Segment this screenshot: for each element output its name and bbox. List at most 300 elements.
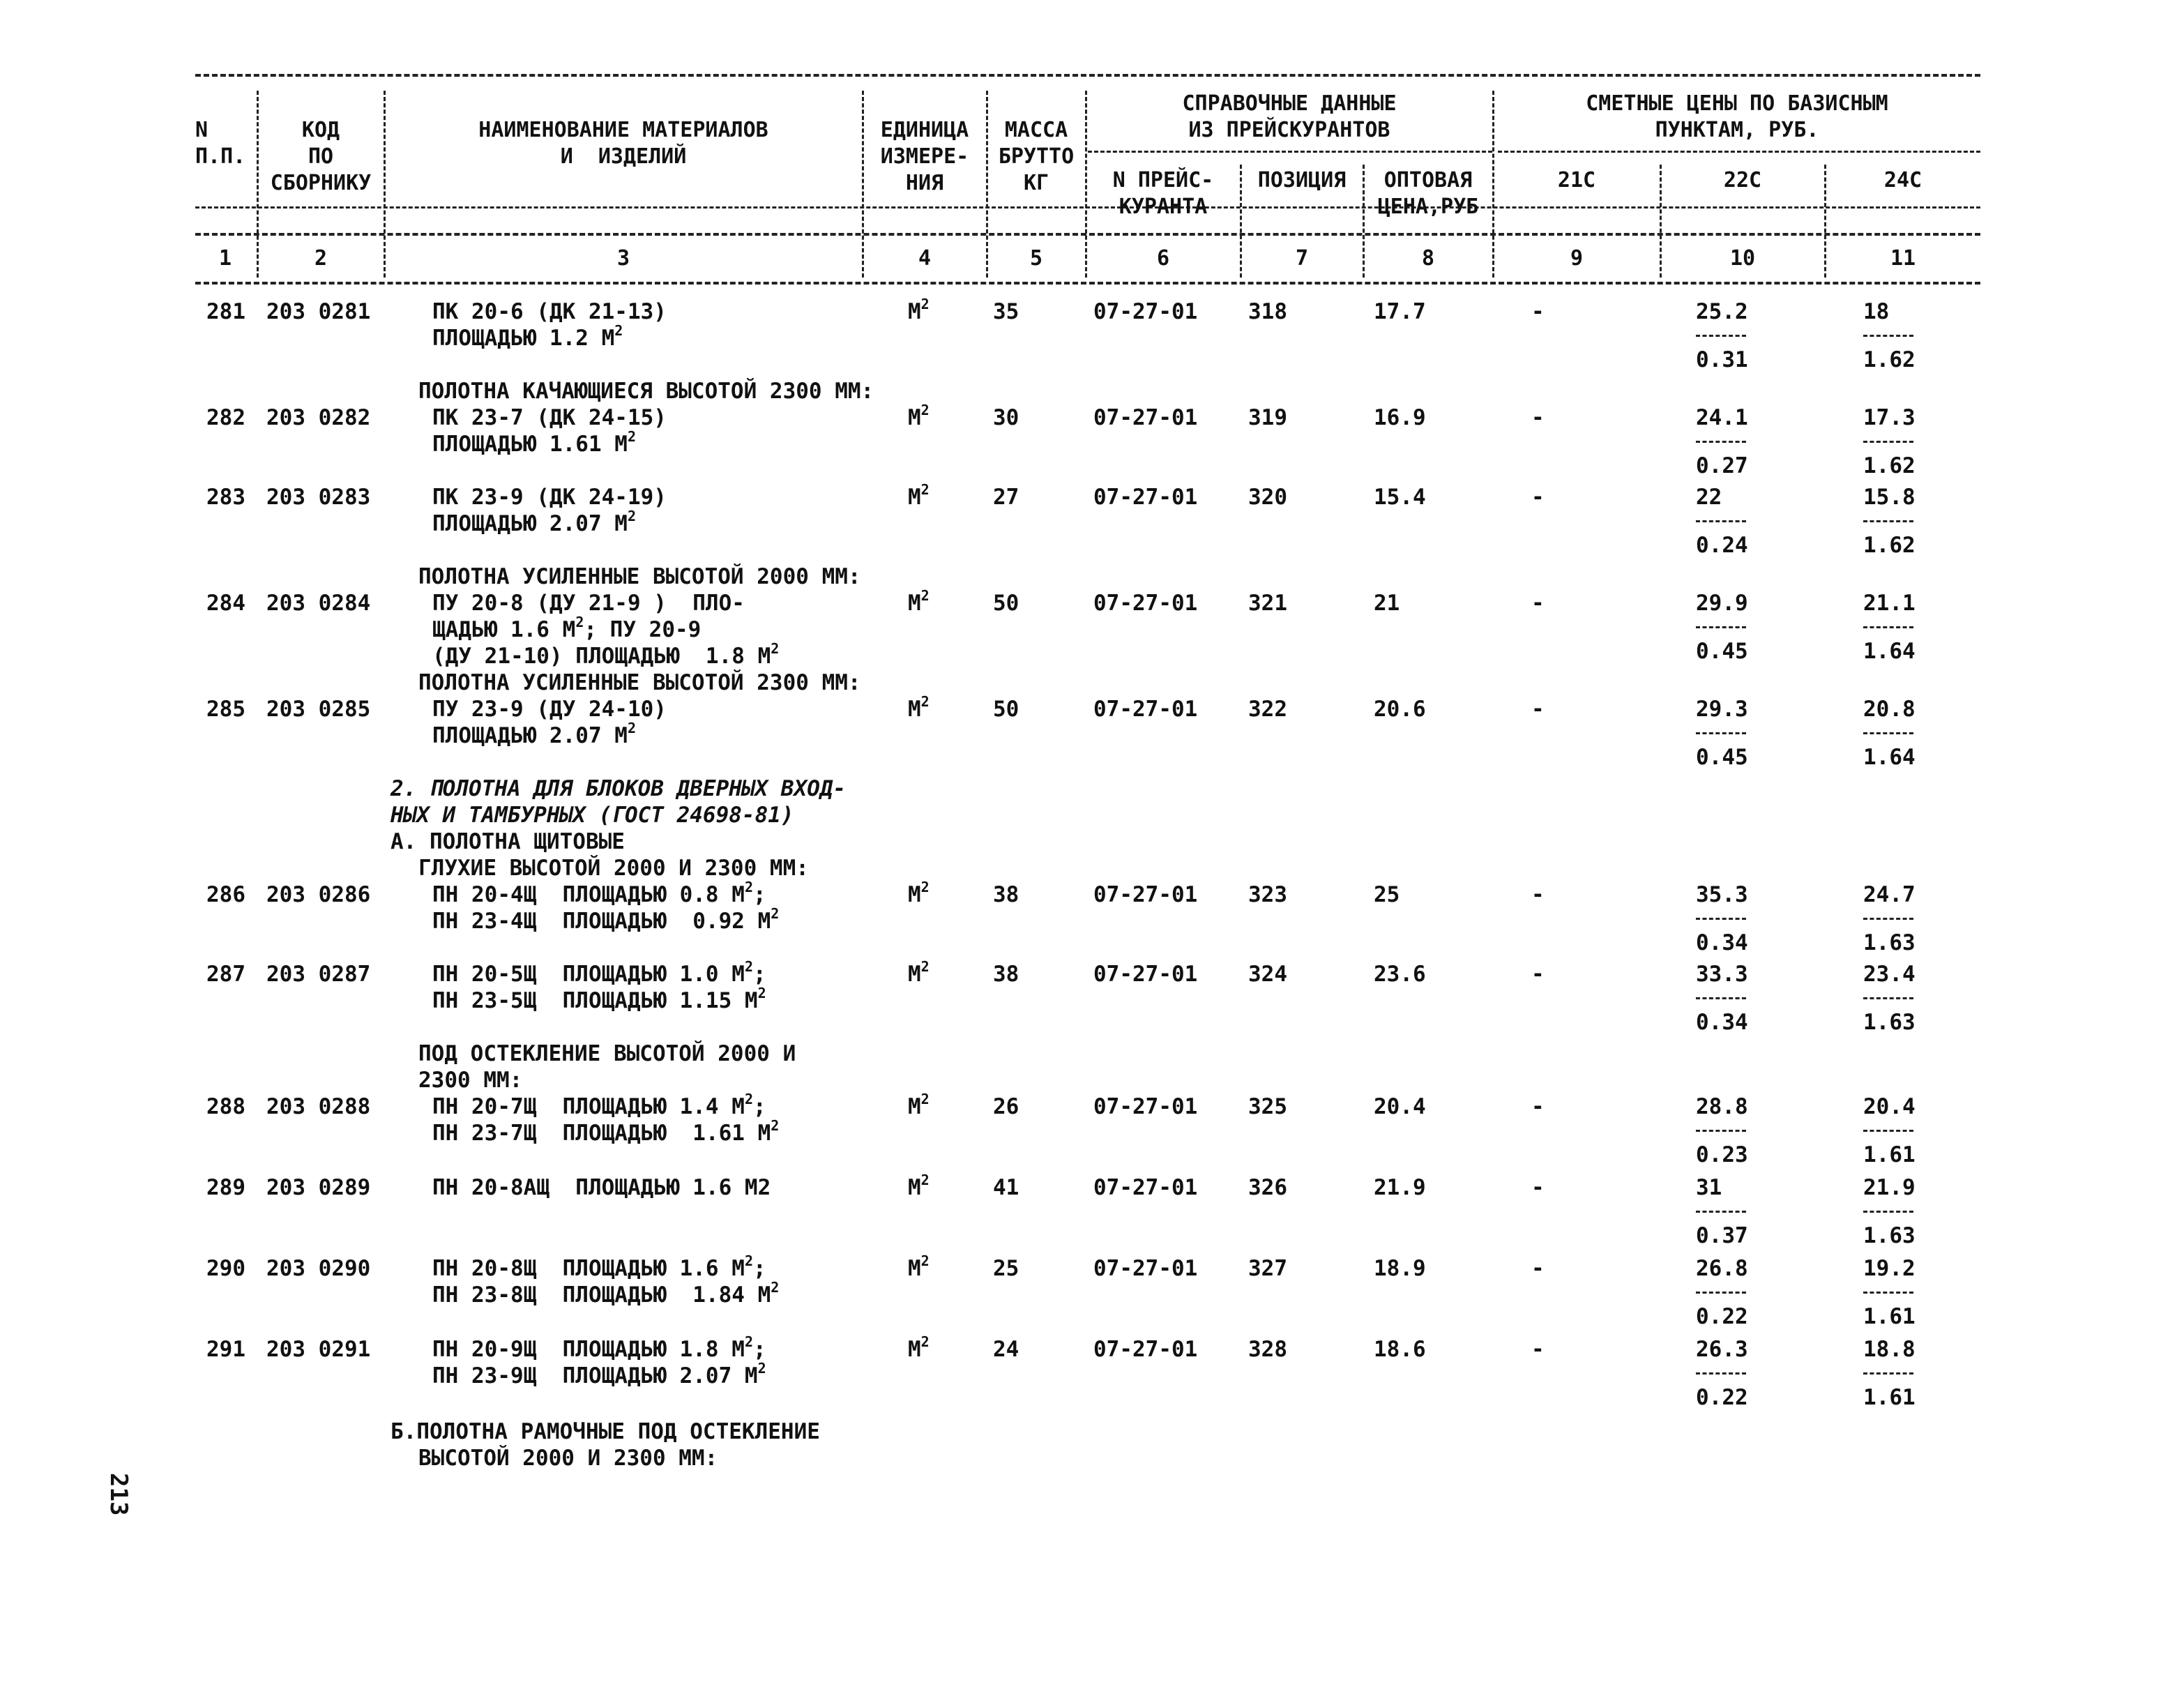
row-mass: 25: [993, 1256, 1019, 1281]
header-group-ref: СПРАВОЧНЫЕ ДАННЫЕ ИЗ ПРЕЙСКУРАНТОВ: [1182, 91, 1397, 142]
colnum-5: 5: [1029, 246, 1043, 271]
row-name-text: ПН 20-8АЩ ПЛОЩАДЬЮ 1.6 М2: [432, 1175, 771, 1200]
row-price-24c-transport: 1.61: [1863, 1142, 1916, 1167]
fraction-bar: [1863, 626, 1913, 628]
row-price-22c-transport: 0.34: [1696, 1010, 1748, 1035]
row-price-22c-value: 28.8: [1696, 1094, 1748, 1119]
row-name-text: ПН 23-4Щ ПЛОЩАДЬЮ 0.92 М: [432, 909, 771, 934]
row-price-24c-transport: 1.61: [1863, 1385, 1916, 1410]
row-price-21c: -: [1531, 485, 1545, 510]
fraction-bar: [1696, 1372, 1746, 1375]
row-price-22c-value: 25.2: [1696, 299, 1748, 324]
fraction-bar: [1696, 626, 1746, 628]
row-name-text: ;: [752, 1256, 766, 1281]
row-name-text: ПК 23-7 (ДК 24-15): [432, 405, 667, 430]
row-price-24c-transport: 1.63: [1863, 1010, 1916, 1035]
fraction-bar: [1696, 1211, 1746, 1213]
row-pricelist: 07-27-01: [1093, 299, 1198, 324]
unit-exponent: 2: [920, 1172, 930, 1188]
row-price-24c: [1863, 961, 1940, 1036]
row-price-24c: [1863, 696, 1940, 771]
row-price-22c-transport: 0.22: [1696, 1304, 1748, 1329]
row-position: 323: [1248, 882, 1287, 907]
row-code: 203 0286: [266, 882, 371, 907]
colnum-2: 2: [314, 246, 328, 271]
unit-exponent: 2: [920, 1091, 930, 1107]
row-price-24c-transport: 1.63: [1863, 1223, 1916, 1248]
row-unit: [908, 958, 930, 987]
row-position: 325: [1248, 1094, 1287, 1119]
colnum-11: 11: [1890, 246, 1916, 271]
row-price-24c-value: 20.4: [1863, 1094, 1916, 1119]
row-name-line: [432, 722, 636, 749]
row-position: 327: [1248, 1256, 1287, 1281]
header-col-10: 22С: [1723, 168, 1762, 192]
row-name-line: [432, 1252, 766, 1282]
header-col-9: 21С: [1557, 168, 1596, 192]
row-name-line: [432, 905, 780, 934]
colnum-8: 8: [1421, 246, 1435, 271]
row-name-line: [432, 616, 701, 643]
row-price-24c-transport: 1.64: [1863, 639, 1916, 664]
row-name-line: [432, 1279, 780, 1308]
row-position: 328: [1248, 1337, 1287, 1362]
row-wholesale-price: 21.9: [1374, 1175, 1426, 1200]
row-price-24c-value: 21.9: [1863, 1175, 1916, 1200]
row-price-22c: [1696, 590, 1773, 665]
row-pricelist: 07-27-01: [1093, 591, 1198, 616]
unit-base: М: [908, 1094, 921, 1119]
row-code: 203 0288: [266, 1094, 371, 1119]
unit-exponent: 2: [757, 985, 766, 1001]
row-price-21c: -: [1531, 1256, 1545, 1281]
row-mass: 41: [993, 1175, 1019, 1200]
fraction-bar: [1696, 1130, 1746, 1132]
row-name-text: ПУ 23-9 (ДУ 24-10): [432, 697, 667, 722]
row-number: 290: [206, 1256, 245, 1281]
row-unit: [908, 404, 930, 431]
row-code: 203 0287: [266, 962, 371, 987]
fraction-bar: [1863, 1292, 1913, 1294]
section-heading: 2300 ММ:: [418, 1068, 523, 1093]
row-price-24c: [1863, 1093, 1940, 1168]
row-name-line: [432, 1093, 766, 1120]
row-number: 287: [206, 962, 245, 987]
row-price-22c: [1696, 961, 1773, 1036]
row-price-22c-value: 31: [1696, 1175, 1722, 1200]
row-name-text: ПЛОЩАДЬЮ 1.2 М: [432, 326, 615, 351]
row-name-text: ; ПУ 20-9: [584, 617, 702, 642]
row-name-text: (ДУ 21-10) ПЛОЩАДЬЮ 1.8 М: [432, 644, 771, 669]
row-mass: 38: [993, 962, 1019, 987]
row-price-22c-value: 33.3: [1696, 962, 1748, 987]
section-heading: Б.ПОЛОТНА РАМОЧНЫЕ ПОД ОСТЕКЛЕНИЕ: [390, 1419, 820, 1444]
unit-exponent: 2: [744, 1091, 753, 1107]
row-pricelist: 07-27-01: [1093, 882, 1198, 907]
unit-base: М: [908, 591, 921, 616]
row-name-line: [432, 987, 766, 1014]
row-price-24c-value: 20.8: [1863, 697, 1916, 722]
unit-exponent: 2: [575, 614, 584, 630]
unit-base: М: [908, 882, 921, 907]
row-unit: [908, 693, 930, 722]
unit-base: М: [908, 1175, 921, 1200]
row-position: 319: [1248, 405, 1287, 430]
section-heading: ГЛУХИЕ ВЫСОТОЙ 2000 И 2300 ММ:: [418, 856, 809, 881]
row-name-text: ПН 23-7Щ ПЛОЩАДЬЮ 1.61 М: [432, 1121, 771, 1146]
row-price-22c-value: 35.3: [1696, 882, 1748, 907]
row-name-text: ПН 23-8Щ ПЛОЩАДЬЮ 1.84 М: [432, 1282, 771, 1308]
row-price-24c-transport: 1.62: [1863, 347, 1916, 372]
row-name-line: [432, 428, 637, 457]
row-mass: 27: [993, 485, 1019, 510]
row-unit: [908, 481, 930, 510]
row-price-21c: -: [1531, 697, 1545, 722]
row-code: 203 0289: [266, 1175, 371, 1200]
fraction-bar: [1863, 997, 1913, 999]
row-number: 283: [206, 485, 245, 510]
row-price-21c: -: [1531, 1175, 1545, 1200]
row-price-24c-value: 19.2: [1863, 1256, 1916, 1281]
row-price-24c: [1863, 404, 1940, 479]
fraction-bar: [1863, 1130, 1913, 1132]
row-mass: 38: [993, 882, 1019, 907]
row-name-line: [432, 590, 745, 616]
header-col-1: N П.П.: [195, 118, 246, 169]
row-price-21c: -: [1531, 962, 1545, 987]
row-name-text: ПН 23-9Щ ПЛОЩАДЬЮ 2.07 М: [432, 1363, 758, 1388]
row-code: 203 0291: [266, 1337, 371, 1362]
row-price-24c: [1863, 484, 1940, 559]
row-name-text: ;: [752, 1094, 766, 1119]
row-price-22c-value: 26.3: [1696, 1337, 1748, 1362]
row-price-24c-value: 23.4: [1863, 962, 1916, 987]
row-name-line: [432, 484, 667, 510]
header-col-6: N ПРЕЙС- КУРАНТА: [1112, 168, 1214, 219]
row-price-24c-value: 21.1: [1863, 591, 1916, 616]
row-price-22c-value: 26.8: [1696, 1256, 1748, 1281]
row-price-22c-transport: 0.34: [1696, 930, 1748, 955]
section-heading: 2. ПОЛОТНА ДЛЯ БЛОКОВ ДВЕРНЫХ ВХОД-: [390, 776, 847, 801]
row-price-24c-transport: 1.63: [1863, 930, 1916, 955]
unit-base: М: [908, 697, 921, 722]
unit-exponent: 2: [920, 958, 930, 975]
fraction-bar: [1863, 1211, 1913, 1213]
row-unit: [908, 1333, 930, 1363]
fraction-bar: [1696, 520, 1746, 522]
row-number: 285: [206, 697, 245, 722]
row-pricelist: 07-27-01: [1093, 405, 1198, 430]
row-pricelist: 07-27-01: [1093, 1175, 1198, 1200]
colnum-10: 10: [1729, 246, 1756, 271]
row-price-22c: [1696, 696, 1773, 771]
row-price-22c-transport: 0.27: [1696, 453, 1748, 478]
row-price-24c-value: 18.8: [1863, 1337, 1916, 1362]
row-price-22c: [1696, 1255, 1773, 1330]
header-col-8: ОПТОВАЯ ЦЕНА,РУБ: [1377, 168, 1479, 219]
row-price-21c: -: [1531, 299, 1545, 324]
unit-exponent: 2: [744, 958, 753, 975]
fraction-bar: [1696, 335, 1746, 337]
row-code: 203 0285: [266, 697, 371, 722]
unit-exponent: 2: [920, 693, 930, 710]
row-unit: [908, 1252, 930, 1282]
row-name-text: ;: [752, 1337, 766, 1362]
row-mass: 24: [993, 1337, 1019, 1362]
row-name-line: [432, 404, 667, 431]
unit-exponent: 2: [771, 1117, 780, 1134]
row-number: 288: [206, 1094, 245, 1119]
row-price-22c: [1696, 1174, 1773, 1249]
row-pricelist: 07-27-01: [1093, 1094, 1198, 1119]
row-mass: 35: [993, 299, 1019, 324]
row-unit: [908, 881, 930, 908]
price-group-rule: [1498, 151, 1980, 153]
fraction-bar: [1863, 1372, 1913, 1375]
row-price-24c-transport: 1.64: [1863, 745, 1916, 770]
colnum-9: 9: [1570, 246, 1584, 271]
unit-exponent: 2: [744, 1252, 753, 1269]
row-price-24c-transport: 1.62: [1863, 453, 1916, 478]
row-name-text: ПК 23-9 (ДК 24-19): [432, 485, 667, 510]
fraction-bar: [1863, 441, 1913, 443]
row-price-22c-value: 24.1: [1696, 405, 1748, 430]
unit-exponent: 2: [920, 296, 930, 312]
header-col-7: ПОЗИЦИЯ: [1257, 168, 1347, 192]
row-price-21c: -: [1531, 591, 1545, 616]
row-wholesale-price: 15.4: [1374, 485, 1426, 510]
row-price-22c: [1696, 881, 1773, 956]
colnum-6: 6: [1156, 246, 1170, 271]
unit-exponent: 2: [627, 428, 637, 445]
row-code: 203 0283: [266, 485, 371, 510]
row-mass: 50: [993, 697, 1019, 722]
row-wholesale-price: 16.9: [1374, 405, 1426, 430]
row-price-22c: [1696, 1336, 1773, 1411]
header-col-2: КОД ПО СБОРНИКУ: [270, 118, 372, 195]
unit-exponent: 2: [920, 1252, 930, 1269]
row-name-text: ЩАДЬЮ 1.6 М: [432, 617, 576, 642]
row-pricelist: 07-27-01: [1093, 962, 1198, 987]
row-name-text: ПК 20-6 (ДК 21-13): [432, 299, 667, 324]
unit-exponent: 2: [920, 879, 930, 895]
row-price-22c: [1696, 404, 1773, 479]
row-code: 203 0282: [266, 405, 371, 430]
fraction-bar: [1863, 335, 1913, 337]
unit-base: М: [908, 299, 921, 324]
row-price-24c-value: 18: [1863, 299, 1890, 324]
unit-exponent: 2: [627, 720, 637, 736]
colnum-4: 4: [918, 246, 932, 271]
fraction-bar: [1696, 997, 1746, 999]
colnum-7: 7: [1295, 246, 1309, 271]
unit-base: М: [908, 485, 921, 510]
row-name-line: [432, 1360, 766, 1389]
row-name-text: ПЛОЩАДЬЮ 2.07 М: [432, 723, 628, 748]
header-group-prices: СМЕТНЫЕ ЦЕНЫ ПО БАЗИСНЫМ ПУНКТАМ, РУБ.: [1586, 91, 1888, 142]
row-price-22c: [1696, 1093, 1773, 1168]
fraction-bar: [1696, 732, 1746, 734]
header-col-4: ЕДИНИЦА ИЗМЕРЕ- НИЯ: [880, 118, 969, 195]
row-name-text: ПН 20-9Щ ПЛОЩАДЬЮ 1.8 М: [432, 1337, 745, 1362]
unit-base: М: [908, 405, 921, 430]
row-price-24c: [1863, 298, 1940, 373]
fraction-bar: [1863, 918, 1913, 920]
header-col-11: 24С: [1883, 168, 1923, 192]
row-wholesale-price: 18.6: [1374, 1337, 1426, 1362]
row-wholesale-price: 20.4: [1374, 1094, 1426, 1119]
row-number: 282: [206, 405, 245, 430]
row-number: 284: [206, 591, 245, 616]
row-price-22c-transport: 0.31: [1696, 347, 1748, 372]
row-price-22c-transport: 0.45: [1696, 745, 1748, 770]
section-heading: А. ПОЛОТНА ЩИТОВЫЕ: [390, 829, 625, 854]
row-position: 322: [1248, 697, 1287, 722]
fraction-bar: [1863, 732, 1913, 734]
row-price-24c: [1863, 1336, 1940, 1411]
row-number: 286: [206, 882, 245, 907]
fraction-bar: [1696, 441, 1746, 443]
row-position: 320: [1248, 485, 1287, 510]
colnum-3: 3: [616, 246, 630, 271]
row-unit: [908, 587, 930, 616]
unit-exponent: 2: [614, 322, 623, 339]
row-number: 281: [206, 299, 245, 324]
row-position: 321: [1248, 591, 1287, 616]
row-pricelist: 07-27-01: [1093, 1256, 1198, 1281]
fraction-bar: [1696, 918, 1746, 920]
row-wholesale-price: 23.6: [1374, 962, 1426, 987]
row-name-line: [432, 640, 780, 669]
row-name-line: [432, 510, 636, 537]
unit-exponent: 2: [771, 640, 780, 657]
unit-exponent: 2: [744, 879, 753, 895]
row-number: 291: [206, 1337, 245, 1362]
colnum-1: 1: [218, 246, 232, 271]
row-price-21c: -: [1531, 882, 1545, 907]
row-code: 203 0281: [266, 299, 371, 324]
row-code: 203 0284: [266, 591, 371, 616]
row-pricelist: 07-27-01: [1093, 1337, 1198, 1362]
row-price-22c-transport: 0.37: [1696, 1223, 1748, 1248]
row-wholesale-price: 25: [1374, 882, 1400, 907]
row-price-22c-value: 22: [1696, 485, 1722, 510]
unit-exponent: 2: [920, 402, 930, 418]
unit-exponent: 2: [744, 1333, 753, 1350]
row-position: 318: [1248, 299, 1287, 324]
row-price-24c: [1863, 1174, 1940, 1249]
row-wholesale-price: 18.9: [1374, 1256, 1426, 1281]
fraction-bar: [1696, 1292, 1746, 1294]
unit-exponent: 2: [920, 587, 930, 604]
row-number: 289: [206, 1175, 245, 1200]
row-price-22c-transport: 0.45: [1696, 639, 1748, 664]
section-heading: ПОЛОТНА УСИЛЕННЫЕ ВЫСОТОЙ 2300 ММ:: [418, 670, 861, 695]
unit-exponent: 2: [757, 1360, 766, 1377]
row-name-text: ПУ 20-8 (ДУ 21-9 ) ПЛО-: [432, 591, 745, 616]
row-name-text: ПН 20-7Щ ПЛОЩАДЬЮ 1.4 М: [432, 1094, 745, 1119]
row-price-21c: -: [1531, 1337, 1545, 1362]
fraction-bar: [1863, 520, 1913, 522]
section-heading: ВЫСОТОЙ 2000 И 2300 ММ:: [418, 1446, 718, 1471]
row-name-line: [432, 958, 766, 987]
row-name-line: [432, 1117, 780, 1146]
row-price-24c: [1863, 1255, 1940, 1330]
row-name-line: [432, 298, 667, 325]
row-price-21c: -: [1531, 405, 1545, 430]
unit-base: М: [908, 1256, 921, 1281]
row-price-22c-transport: 0.24: [1696, 533, 1748, 558]
column-numbers-rule: [195, 282, 1980, 285]
row-name-line: [432, 696, 667, 722]
row-price-22c-transport: 0.23: [1696, 1142, 1748, 1167]
row-price-24c: [1863, 590, 1940, 665]
unit-base: М: [908, 1337, 921, 1362]
row-name-line: [432, 322, 623, 351]
row-name-text: ПЛОЩАДЬЮ 2.07 М: [432, 511, 628, 536]
row-wholesale-price: 21: [1374, 591, 1400, 616]
header-bottom-rule: [195, 233, 1980, 236]
header-col-3: НАИМЕНОВАНИЕ МАТЕРИАЛОВ И ИЗДЕЛИЙ: [478, 118, 768, 169]
row-price-22c-value: 29.3: [1696, 697, 1748, 722]
header-top-rule: [195, 74, 1980, 77]
row-price-24c-value: 24.7: [1863, 882, 1916, 907]
row-unit: [908, 1174, 930, 1201]
row-mass: 26: [993, 1094, 1019, 1119]
unit-exponent: 2: [920, 1333, 930, 1350]
row-price-24c: [1863, 881, 1940, 956]
row-name-text: ПН 20-5Щ ПЛОЩАДЬЮ 1.0 М: [432, 962, 745, 987]
row-price-21c: -: [1531, 1094, 1545, 1119]
row-unit: [908, 298, 930, 325]
row-name-text: ПН 20-4Щ ПЛОЩАДЬЮ 0.8 М: [432, 882, 745, 907]
row-pricelist: 07-27-01: [1093, 697, 1198, 722]
row-mass: 30: [993, 405, 1019, 430]
row-wholesale-price: 20.6: [1374, 697, 1426, 722]
unit-exponent: 2: [627, 508, 637, 524]
section-heading: ПОЛОТНА КАЧАЮЩИЕСЯ ВЫСОТОЙ 2300 ММ:: [418, 379, 874, 404]
unit-exponent: 2: [771, 905, 780, 922]
row-price-24c-value: 15.8: [1863, 485, 1916, 510]
row-code: 203 0290: [266, 1256, 371, 1281]
row-price-22c-value: 29.9: [1696, 591, 1748, 616]
ref-group-rule: [1088, 151, 1492, 153]
row-name-line: [432, 1174, 771, 1201]
page-number: 213: [105, 1473, 132, 1516]
row-price-22c: [1696, 484, 1773, 559]
section-heading: ПОД ОСТЕКЛЕНИЕ ВЫСОТОЙ 2000 И: [418, 1041, 796, 1066]
header-col-5: МАССА БРУТТО КГ: [998, 118, 1075, 195]
row-position: 326: [1248, 1175, 1287, 1200]
row-price-24c-transport: 1.61: [1863, 1304, 1916, 1329]
row-mass: 50: [993, 591, 1019, 616]
row-name-line: [432, 881, 766, 908]
row-price-22c: [1696, 298, 1773, 373]
row-unit: [908, 1093, 930, 1120]
row-name-text: ;: [752, 962, 766, 987]
row-pricelist: 07-27-01: [1093, 485, 1198, 510]
row-name-line: [432, 1333, 766, 1363]
row-position: 324: [1248, 962, 1287, 987]
row-name-text: ;: [752, 882, 766, 907]
section-heading: ПОЛОТНА УСИЛЕННЫЕ ВЫСОТОЙ 2000 ММ:: [418, 564, 861, 589]
row-name-text: ПН 20-8Щ ПЛОЩАДЬЮ 1.6 М: [432, 1256, 745, 1281]
row-price-24c-transport: 1.62: [1863, 533, 1916, 558]
row-name-text: ПЛОЩАДЬЮ 1.61 М: [432, 432, 628, 457]
row-name-text: ПН 23-5Щ ПЛОЩАДЬЮ 1.15 М: [432, 988, 758, 1013]
row-price-24c-value: 17.3: [1863, 405, 1916, 430]
unit-base: М: [908, 962, 921, 987]
